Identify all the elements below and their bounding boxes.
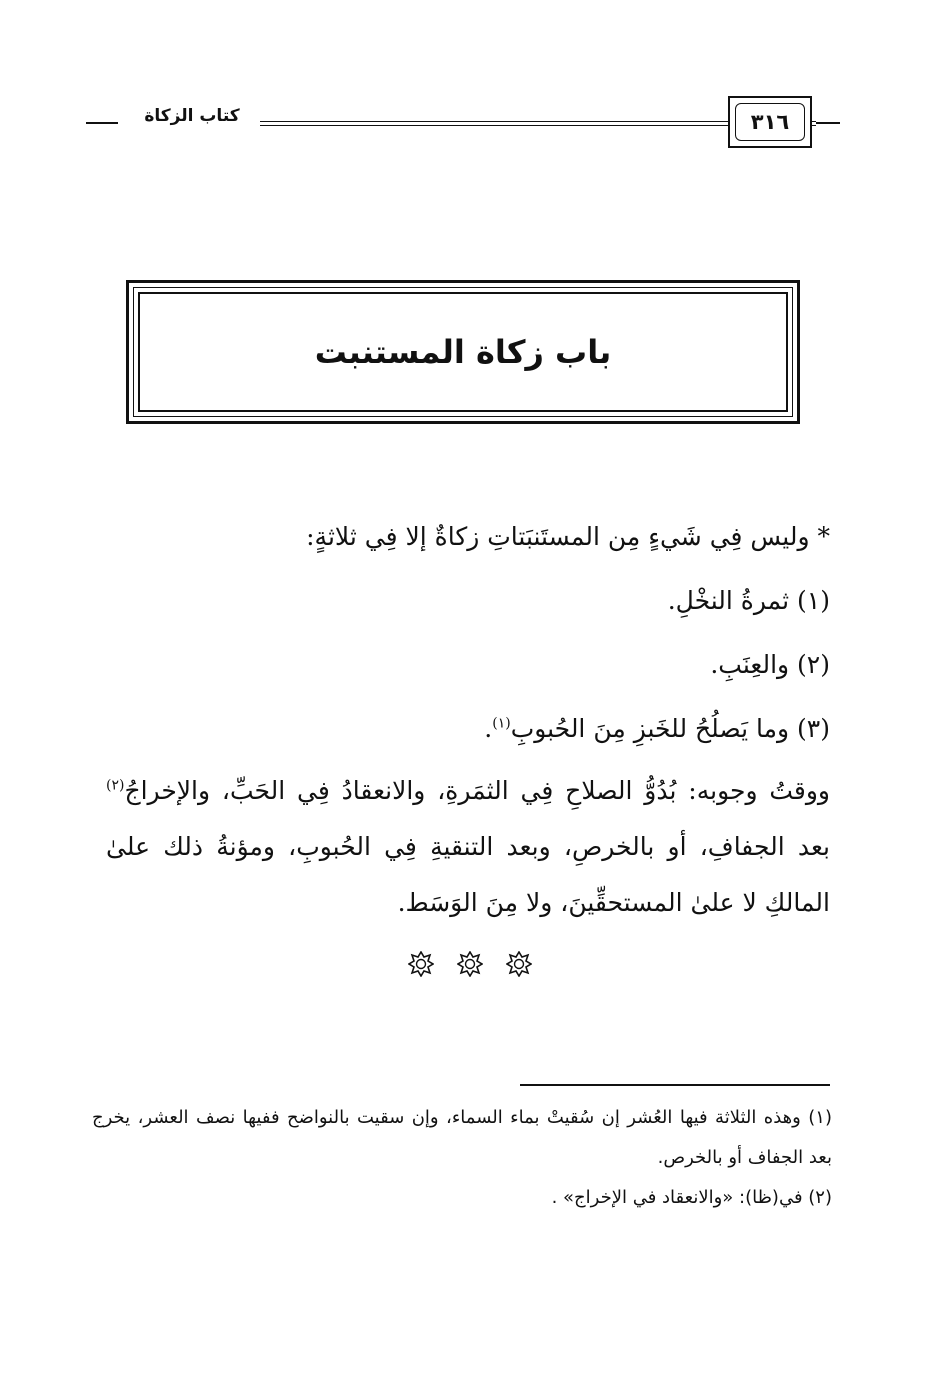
paragraph-part-2: بعد الجفافِ، أو بالخرصِ، وبعد التنقيةِ فِي الحُبوبِ، ومؤنةُ ذلك علىٰ المالكِ لا علىٰ المستحقِّينَ، ولا مِنَ الوَسَط.: [106, 832, 830, 917]
footnote-ref[interactable]: (٢): [106, 777, 125, 794]
paragraph-part-1: ووقتُ وجوبه: بُدُوُّ الصلاحِ فِي الثمَرةِ، والانعقادُ فِي الحَبِّ، والإخراجُ: [124, 776, 830, 805]
footnote-separator: [520, 1084, 830, 1086]
list-item: [106, 697, 830, 761]
page-number: ٣١٦: [735, 103, 805, 141]
chapter-title-frame: [126, 280, 800, 424]
list-item-text: (٣) وما يَصلُحُ للخَبزِ مِنَ الحُبوبِ: [510, 714, 830, 743]
list-item: (٢) والعِنَبِ.: [710, 650, 830, 679]
footnote: (٢) في(ظا): «والانعقاد في الإخراج» .: [551, 1187, 832, 1208]
list-item-tail: .: [484, 714, 493, 743]
list-item: (١) ثمرةُ النخْلِ.: [667, 586, 830, 615]
footnote: (١) وهذه الثلاثة فيها العُشر إن سُقيتْ بماء السماء، وإن سقيت بالنواضح ففيها نصف العشر، يخرج بعد الجفاف أو بالخرص.: [92, 1107, 832, 1168]
star-ornament-icon: [408, 951, 434, 977]
chapter-title: باب زكاة المستنبت: [314, 333, 612, 371]
header-rule-left: [86, 122, 118, 124]
star-ornament-icon: [457, 951, 483, 977]
header-rule-right: [816, 122, 840, 124]
intro-line: * وليس فِي شَيءٍ مِن المستَنبَتاتِ زكاةٌ إلا فِي ثلاثةٍ:: [306, 522, 830, 551]
running-header: [86, 92, 840, 154]
book-title: كتاب الزكاة: [144, 106, 240, 126]
paragraph: [106, 763, 830, 931]
main-text: [106, 505, 830, 931]
section-end-ornaments: [408, 950, 532, 978]
star-ornament-icon: [506, 951, 532, 977]
footnote-ref[interactable]: (١): [492, 715, 511, 732]
page-number-box: [728, 96, 812, 148]
frame-inner-border: [138, 292, 788, 412]
footnotes: [92, 1098, 832, 1218]
